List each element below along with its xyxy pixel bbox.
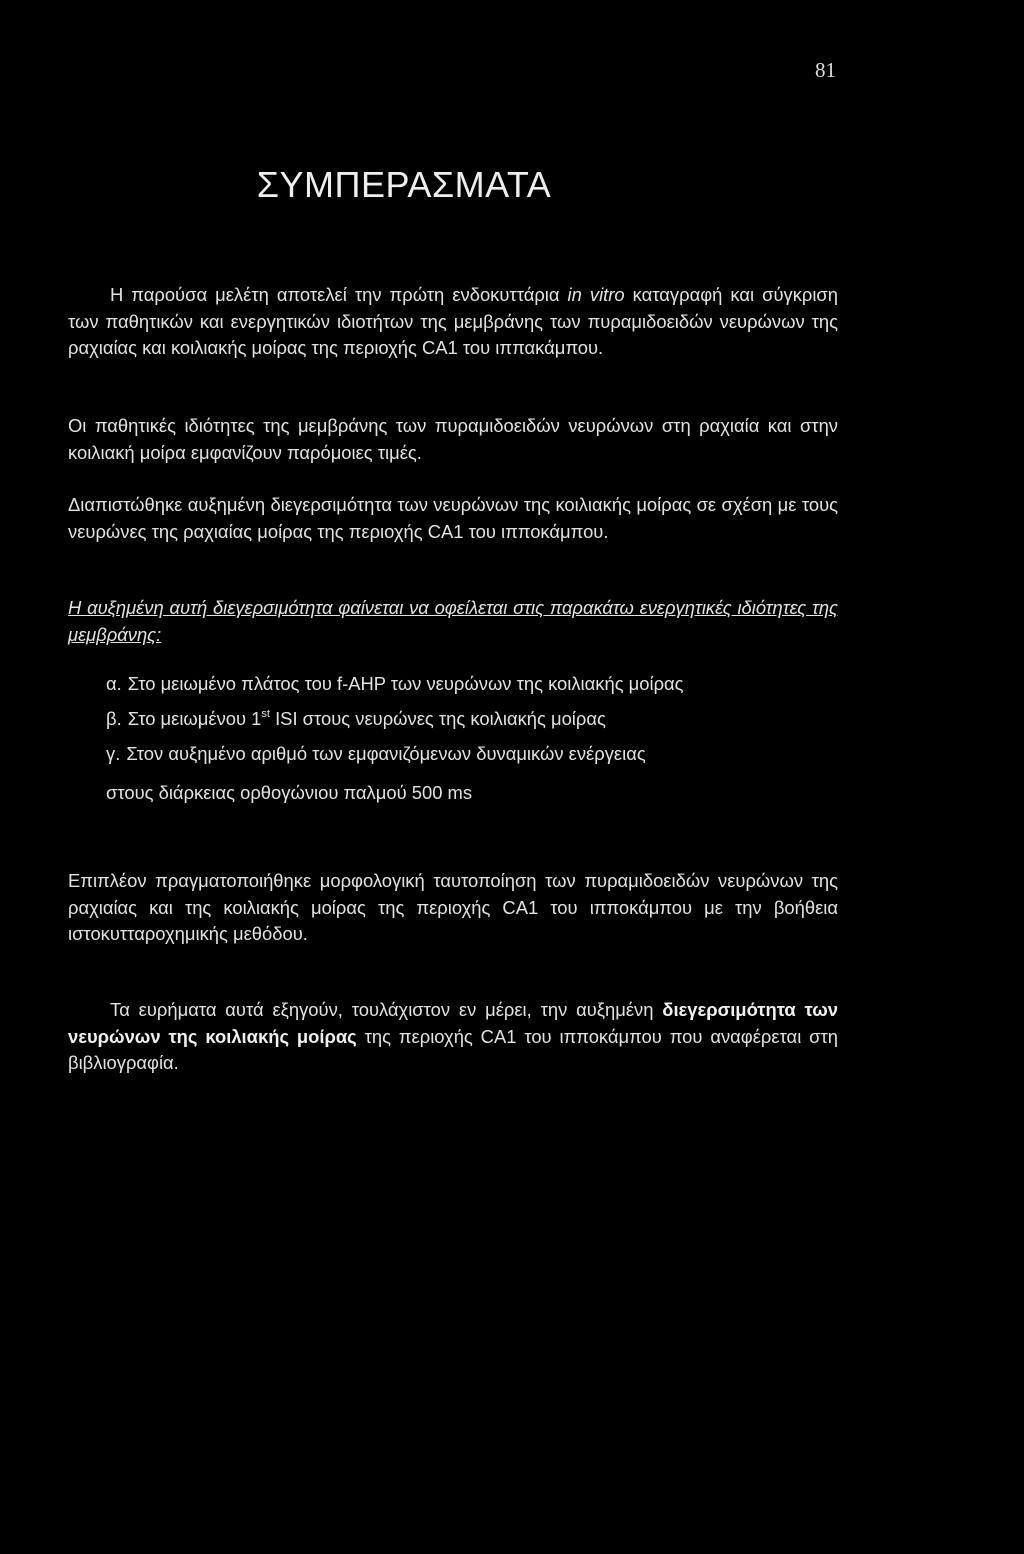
findings-text-b: της περιοχής CA1 του ιπποκάμπου που αναφέρεται στη βιβλιογραφία. <box>68 1025 839 1073</box>
paragraph-findings <box>68 997 838 1077</box>
paragraph-active-properties-intro <box>68 595 838 648</box>
underlined-italic-text: Η αυξημένη αυτή διεγερσιμότητα φαίνεται να οφείλεται στις παρακάτω ενεργητικές ιδιότητες της μεμβράνης: <box>68 597 838 645</box>
paragraph-excitability: Διαπιστώθηκε αυξημένη διεγερσιμότητα των νευρώνων της κοιλιακής μοίρας σε σχέση με τους νευρώνες της ραχιαίας μοίρας της περιοχής CA1 του ιπποκάμπου. <box>68 494 838 542</box>
intro-text-b: καταγραφή και σύγκριση των παθητικών και ενεργητικών ιδιοτήτων της μεμβράνης των πυραμιδοειδών νευρώνων της ραχιαίας και κοιλιακής μοίρας της περιοχής CA1 του ιππακάμπου. <box>68 284 839 358</box>
list-marker: α. <box>106 673 122 694</box>
page-title: ΣΥΜΠΕΡΑΣΜΑΤΑ <box>256 164 552 205</box>
paragraph-passive-properties: Οι παθητικές ιδιότητες της μεμβράνης των πυραμιδοειδών νευρώνων στη ραχιαία και στην κοιλιακή μοίρα εμφανίζουν παρόμοιες τιμές. <box>68 415 838 463</box>
findings-text-a: Τα ευρήματα αυτά εξηγούν, τουλάχιστον εν μέρει, την αυξημένη <box>110 999 663 1020</box>
list-item-c <box>106 741 840 768</box>
list-item-text: Στο μειωμένο πλάτος του f-AHP των νευρώνων της κοιλιακής μοίρας <box>127 673 684 694</box>
page-number: 81 <box>815 58 836 82</box>
findings-bold: διεγερσιμότητα των νευρώνων της κοιλιακής μοίρας <box>68 999 839 1047</box>
paragraph-morphology: Επιπλέον πραγματοποιήθηκε μορφολογική ταυτοποίηση των πυραμιδοειδών νευρώνων της ραχιαίας και της κοιλιακής μοίρας της περιοχής CA1 του ιπποκάμπου με την βοήθεια ιστοκυτταροχημικής μεθόδου. <box>68 870 838 944</box>
list-item-superscript: st <box>261 708 270 720</box>
paragraph-intro <box>68 282 838 362</box>
list-item-text: Στον αυξημένο αριθμό των εμφανιζόμενων δυναμικών ενέργειας <box>126 743 646 764</box>
list-item-b <box>106 706 840 733</box>
list-item-a <box>106 671 840 698</box>
list-marker: γ. <box>106 743 121 764</box>
list-item-c-continuation: στους διάρκειας ορθογώνιου παλμού 500 ms <box>106 782 473 803</box>
list-item-text-pre: Στο μειωμένου 1 <box>127 708 262 729</box>
intro-text-a: Η παρούσα μελέτη αποτελεί την πρώτη ενδοκυττάρια <box>110 284 568 305</box>
list-marker: β. <box>106 708 122 729</box>
intro-italic: in vitro <box>567 284 625 305</box>
list-item-text-post: ISI στους νευρώνες της κοιλιακής μοίρας <box>269 708 606 729</box>
